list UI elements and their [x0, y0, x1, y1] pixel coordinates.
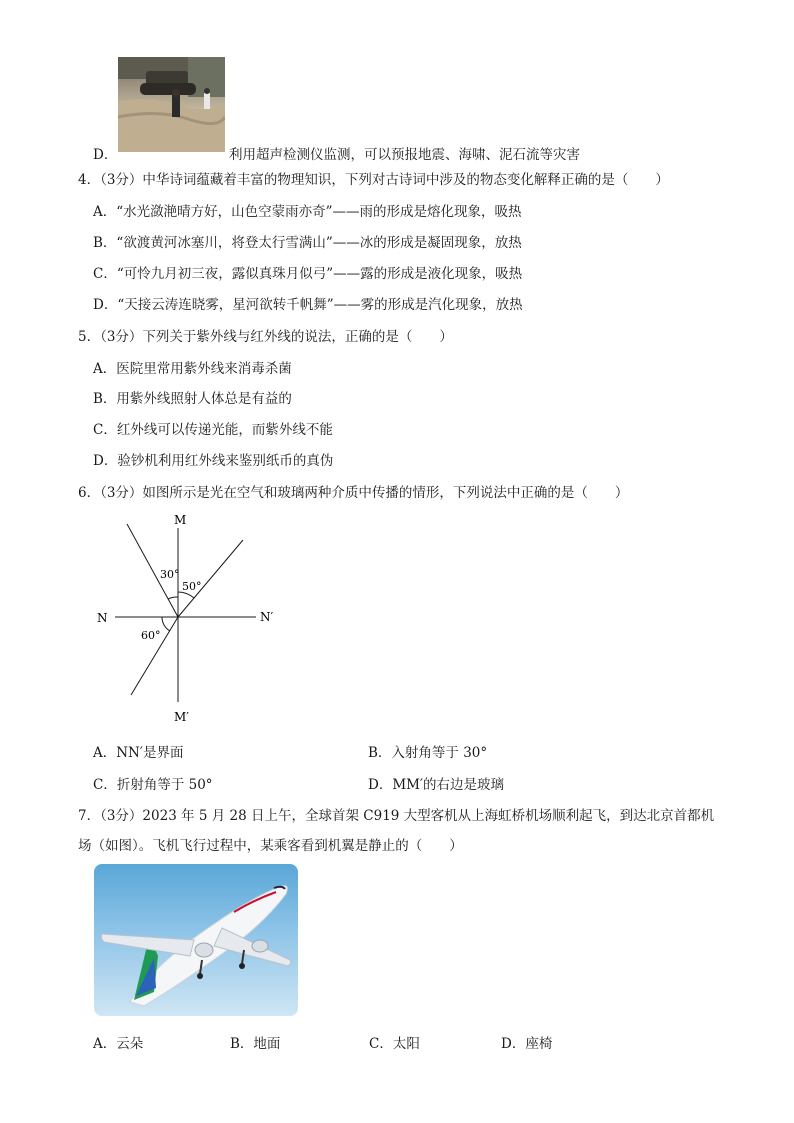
q4-option-b: B．“欲渡黄河冰塞川，将登太行雪满山”——冰的形成是凝固现象，放热 [93, 235, 522, 251]
label-n: N [97, 611, 108, 625]
q3-option-d-text: 利用超声检测仪监测，可以预报地震、海啸、泥石流等灾害 [229, 147, 580, 163]
arc-60 [162, 617, 170, 631]
ray-upper-right [178, 540, 243, 617]
q6-option-d: D．MM′的右边是玻璃 [368, 777, 505, 793]
c919-airplane-drawing [94, 864, 298, 1016]
q4-option-c: C．“可怜九月初三夜，露似真珠月似弓”——露的形成是液化现象，吸热 [93, 266, 523, 282]
mudslide-photo-drawing [118, 57, 225, 152]
q5-option-c: C．红外线可以传递光能，而紫外线不能 [93, 422, 333, 438]
q6-option-b: B．入射角等于 30° [368, 745, 488, 761]
q7-option-c: C．太阳 [369, 1036, 420, 1052]
c919-airplane-photo [94, 864, 298, 1016]
q5-stem: 5．（3分）下列关于紫外线与红外线的说法，正确的是（ ） [78, 329, 453, 345]
q4-stem: 4．（3分）中华诗词蕴藏着丰富的物理知识，下列对古诗词中涉及的物态变化解释正确的是（ ） [78, 172, 669, 188]
q6-option-a: A．NN′是界面 [93, 745, 184, 761]
label-n-prime: N′ [260, 610, 274, 624]
q7-option-d: D．座椅 [501, 1036, 553, 1052]
q6-stem: 6．（3分）如图所示是光在空气和玻璃两种介质中传播的情形，下列说法中正确的是（ ） [78, 485, 629, 501]
q3-option-d-letter: D． [93, 147, 118, 163]
q4-option-d: D．“天接云涛连晓雾，星河欲转千帆舞”——雾的形成是汽化现象，放热 [93, 297, 523, 313]
label-angle-60: 60° [141, 629, 161, 642]
label-m: M [174, 513, 187, 527]
q7-option-b: B．地面 [230, 1036, 281, 1052]
q6-option-c: C．折射角等于 50° [93, 777, 213, 793]
label-angle-50: 50° [182, 580, 202, 593]
q5-option-a: A．医院里常用紫外线来消毒杀菌 [93, 361, 292, 377]
arc-30 [168, 597, 178, 599]
q7-stem-line1: 7．（3分）2023 年 5 月 28 日上午，全球首架 C919 大型客机从上海虹桥机场顺利起飞，到达北京首都机 [78, 808, 715, 824]
q4-option-a: A．“水光潋滟晴方好，山色空蒙雨亦奇”——雨的形成是熔化现象，吸热 [93, 204, 522, 220]
q7-stem-line2: 场（如图）。飞机飞行过程中，某乘客看到机翼是静止的（ ） [78, 838, 463, 854]
q7-option-a: A．云朵 [93, 1036, 144, 1052]
label-m-prime: M′ [174, 710, 190, 724]
mudslide-photo [118, 57, 225, 152]
light-refraction-diagram [90, 508, 290, 730]
label-angle-30: 30° [160, 568, 180, 581]
q5-option-d: D．验钞机利用红外线来鉴别纸币的真伪 [93, 453, 334, 469]
q5-option-b: B．用紫外线照射人体总是有益的 [93, 391, 292, 407]
